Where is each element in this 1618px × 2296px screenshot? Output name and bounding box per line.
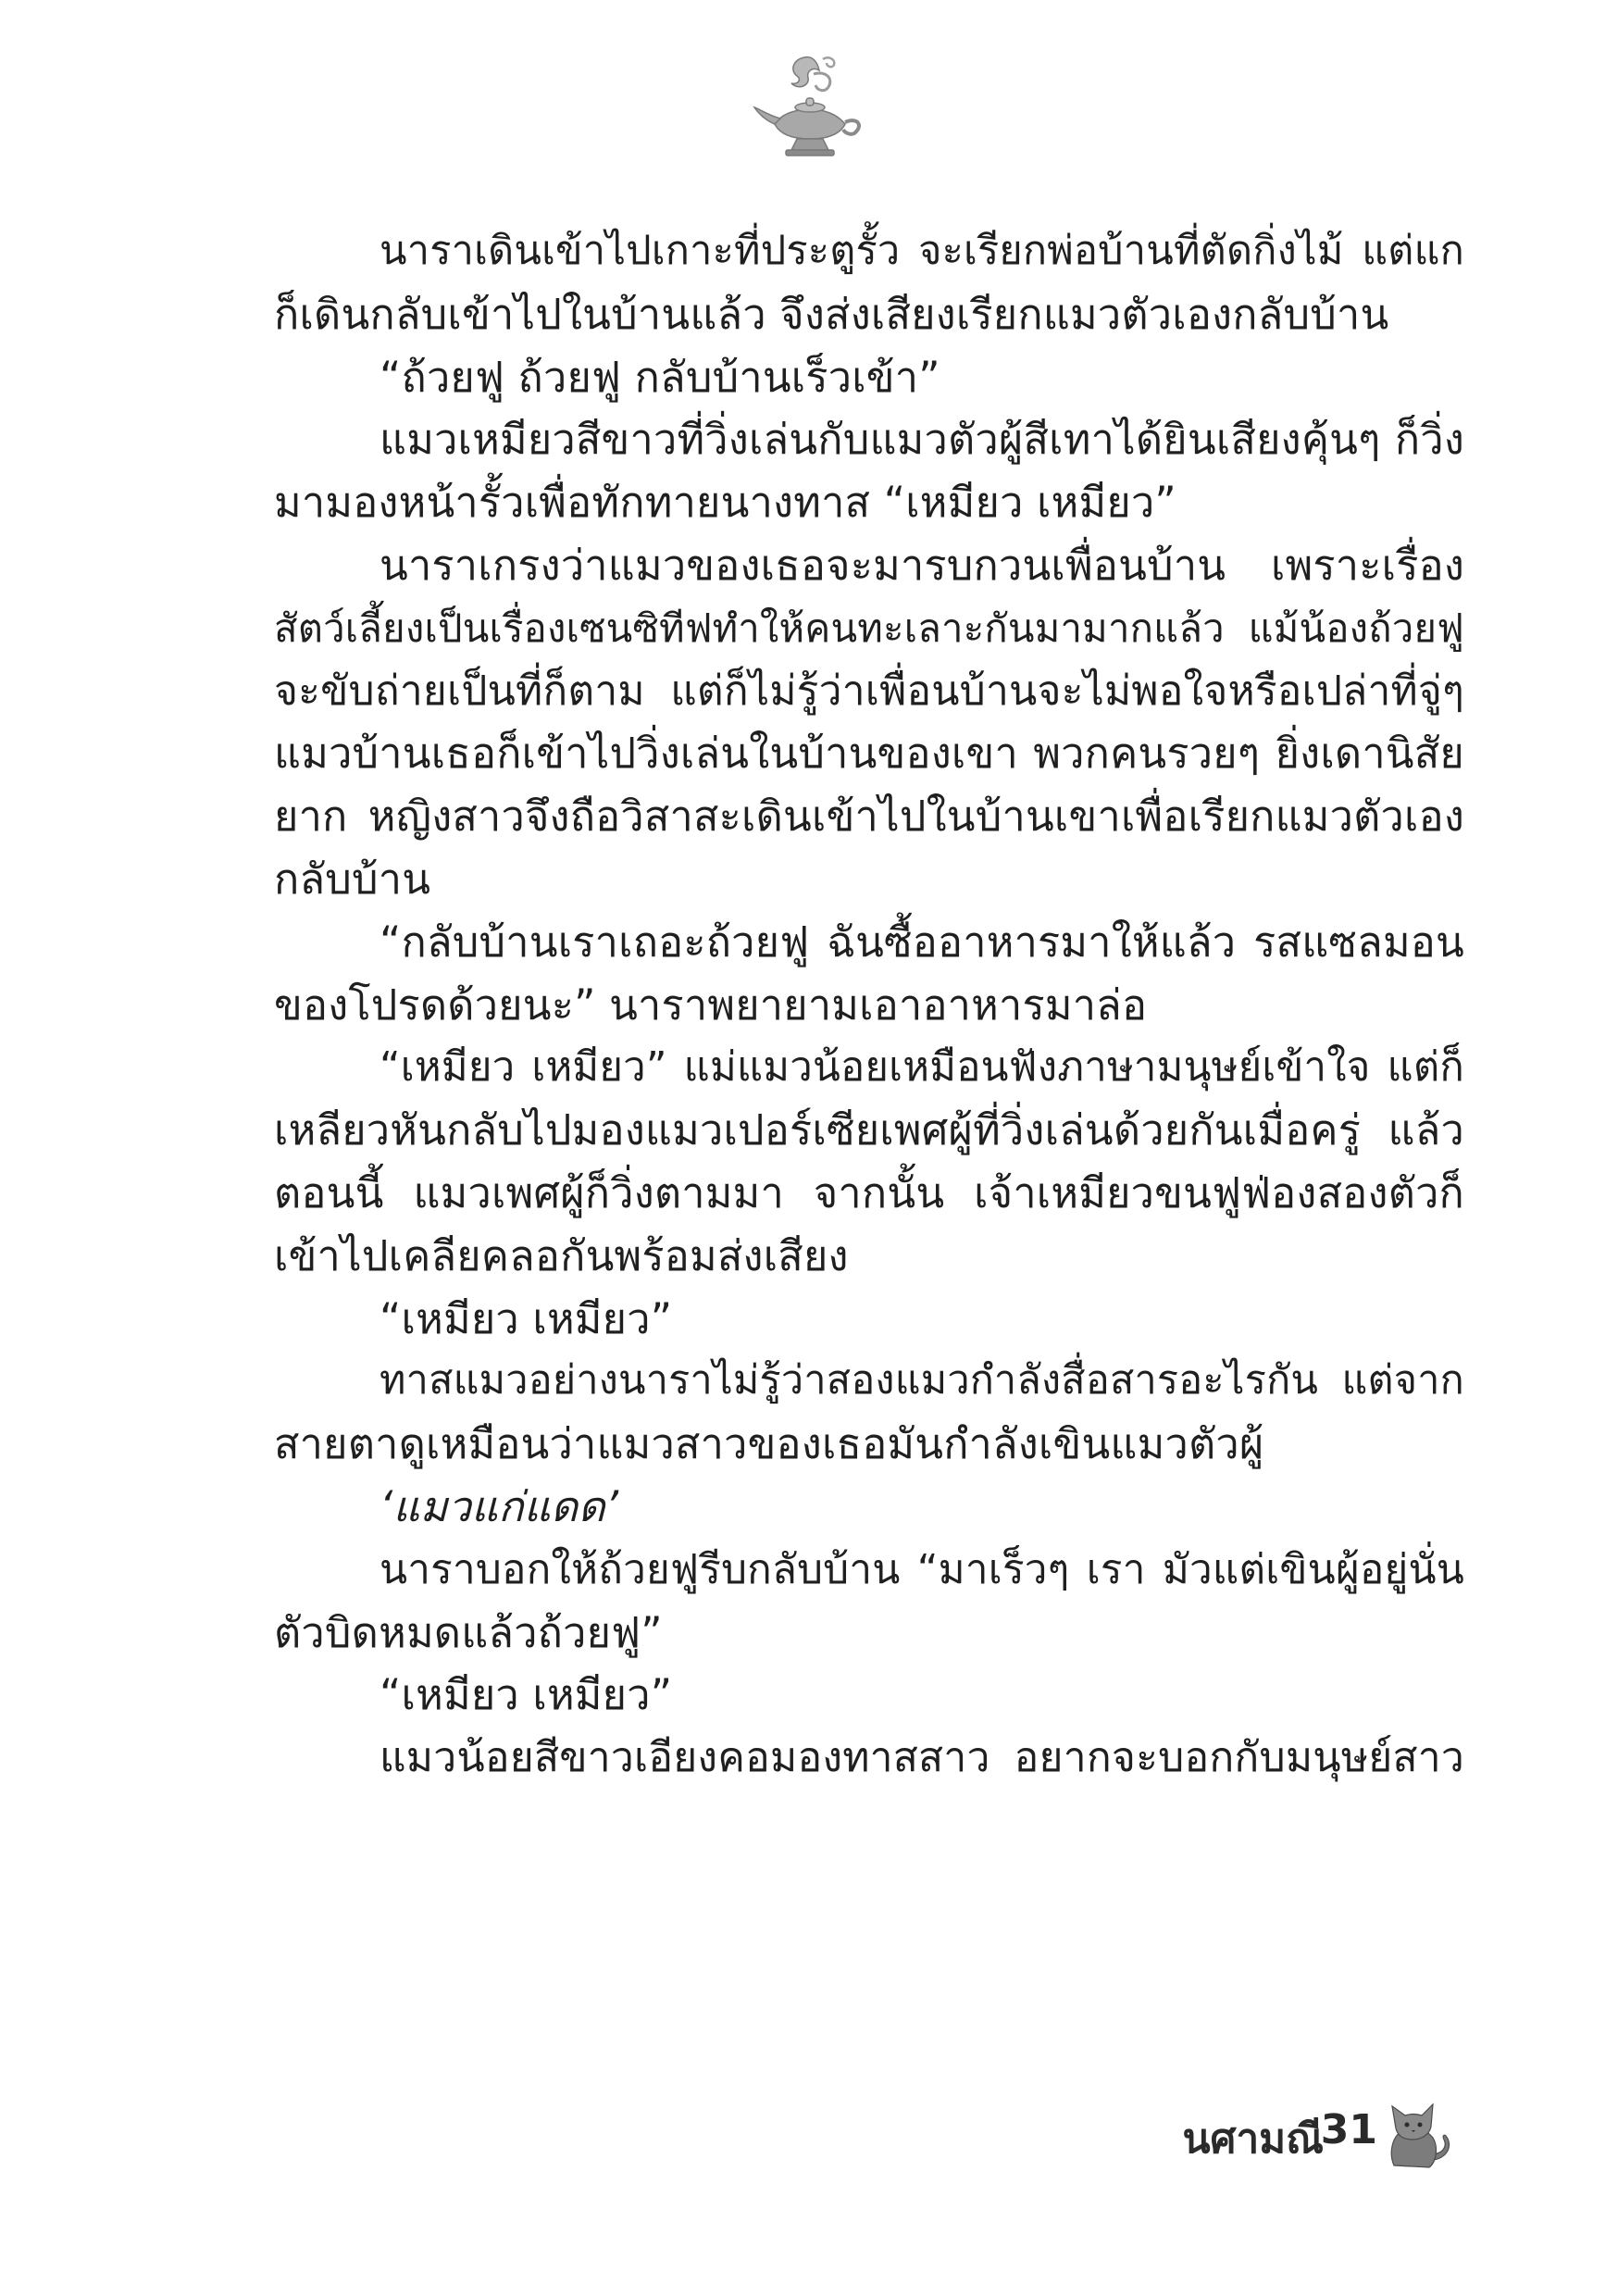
- text-line: ‘แมวแก่แดด’: [380, 1481, 619, 1531]
- text-line: “เหมียว เหมียว”: [380, 1293, 673, 1343]
- text-line: จะขับถ่ายเป็นที่ก็ตาม แต่ก็ไม่รู้ว่าเพื่อนบ้านจะไม่พอใจหรือเปล่าที่จู่ๆ: [274, 667, 1464, 715]
- text-line: ก็เดินกลับเข้าไปในบ้านแล้ว จึงส่งเสียงเรียกแมวตัวเองกลับบ้าน: [274, 289, 1389, 339]
- text-line: แมวเหมียวสีขาวที่วิ่งเล่นกับแมวตัวผู้สีเทาได้ยินเสียงคุ้นๆ ก็วิ่ง: [380, 415, 1464, 465]
- text-line: “กลับบ้านเราเถอะถ้วยฟู ฉันซื้ออาหารมาให้แล้ว รสแซลมอน: [380, 917, 1464, 967]
- text-line: นาราเดินเข้าไปเกาะที่ประตูรั้ว จะเรียกพ่อบ้านที่ตัดกิ่งไม้ แต่แก: [380, 228, 1464, 274]
- text-line: ตอนนี้ แมวเพศผู้ก็วิ่งตามมา จากนั้น เจ้าเหมียวขนฟูฟ่องสองตัวก็: [274, 1167, 1464, 1217]
- cat-icon: [1381, 2088, 1455, 2171]
- page-number: 31: [1320, 2106, 1377, 2153]
- text-line: ทาสแมวอย่างนาราไม่รู้ว่าสองแมวกำลังสื่อสารอะไรกัน แต่จาก: [380, 1357, 1464, 1404]
- text-line: ตัวบิดหมดแล้วถ้วยฟู”: [274, 1607, 663, 1657]
- text-line: ยาก หญิงสาวจึงถือวิสาสะเดินเข้าไปในบ้านเขาเพื่อเรียกแมวตัวเอง: [274, 792, 1464, 842]
- text-line: สัตว์เลี้ยงเป็นเรื่องเซนซิทีฟทำให้คนทะเลาะกันมามากแล้ว แม้น้องถ้วยฟู: [274, 605, 1464, 651]
- text-line: กลับบ้าน: [274, 854, 431, 904]
- text-line: มามองหน้ารั้วเพื่อทักทายนางทาส “เหมียว เหมียว”: [274, 478, 1176, 528]
- text-line: เหลียวหันกลับไปมองแมวเปอร์เซียเพศผู้ที่วิ่งเล่นด้วยกันเมื่อครู่ แล้ว: [274, 1105, 1464, 1155]
- text-line: ของโปรดด้วยนะ” นาราพยายามเอาอาหารมาล่อ: [274, 980, 1148, 1029]
- text-line: สายตาดูเหมือนว่าแมวสาวของเธอมันกำลังเขินแมวตัวผู้: [274, 1419, 1264, 1469]
- author-name: นศามณี: [1182, 2115, 1324, 2163]
- text-line: นาราเกรงว่าแมวของเธอจะมารบกวนเพื่อนบ้าน เพราะเรื่อง: [380, 540, 1464, 590]
- text-line: นาราบอกให้ถ้วยฟูรีบกลับบ้าน “มาเร็วๆ เรา มัวแต่เขินผู้อยู่นั่น: [380, 1545, 1464, 1593]
- body-text: [274, 220, 1464, 1790]
- genie-lamp-icon: [749, 46, 869, 167]
- text-line: แมวน้อยสีขาวเอียงคอมองทาสสาว อยากจะบอกกับมนุษย์สาว: [380, 1734, 1464, 1782]
- text-line: “ถ้วยฟู ถ้วยฟู กลับบ้านเร็วเข้า”: [380, 352, 940, 402]
- text-line: “เหมียว เหมียว”: [380, 1670, 673, 1720]
- text-line: เข้าไปเคลียคลอกันพร้อมส่งเสียง: [274, 1230, 849, 1280]
- page-footer: [1111, 2088, 1462, 2180]
- text-line: “เหมียว เหมียว” แม่แมวน้อยเหมือนฟังภาษามนุษย์เข้าใจ แต่ก็: [380, 1043, 1464, 1092]
- text-line: แมวบ้านเธอก็เข้าไปวิ่งเล่นในบ้านของเขา พวกคนรวยๆ ยิ่งเดานิสัย: [274, 729, 1464, 779]
